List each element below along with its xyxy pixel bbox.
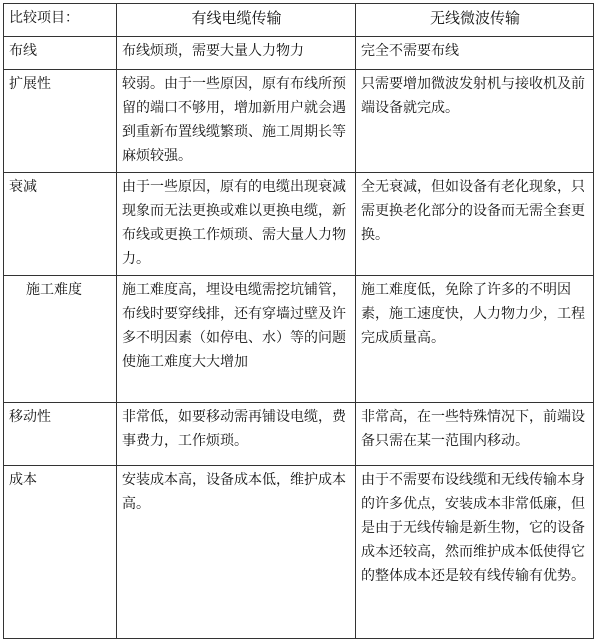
header-wired: 有线电缆传输 (117, 4, 356, 37)
table-row (4, 173, 594, 276)
row-item-label: 衰减 (4, 173, 117, 276)
wired-cell: 施工难度高，埋设电缆需挖坑铺管，布线时要穿线排，还有穿墙过壁及许多不明因素（如停电、水）等的问题使施工难度大大增加 (117, 276, 356, 403)
wired-cell: 布线烦琐，需要大量人力物力 (117, 37, 356, 70)
table-row (4, 70, 594, 173)
wireless-cell: 全无衰减，但如设备有老化现象，只需更换老化部分的设备而无需全套更换。 (356, 173, 594, 276)
wireless-cell: 施工难度低，免除了许多的不明因素，施工速度快，人力物力少，工程完成质量高。 (356, 276, 594, 403)
row-item-label: 扩展性 (4, 70, 117, 173)
wireless-cell: 完全不需要布线 (356, 37, 594, 70)
wired-cell: 较弱。由于一些原因，原有布线所预留的端口不够用，增加新用户就会遇到重新布置线缆繁琐、施工周期长等麻烦较强。 (117, 70, 356, 173)
wireless-cell: 由于不需要布设线缆和无线传输本身的许多优点，安装成本非常低廉，但是由于无线传输是新生物，它的设备成本还较高，然而维护成本低使得它的整体成本还是较有线传输有优势。 (356, 466, 594, 639)
table-row (4, 403, 594, 466)
row-item-label: 施工难度 (4, 276, 117, 403)
header-wireless: 无线微波传输 (356, 4, 594, 37)
wired-cell: 非常低，如要移动需再铺设电缆，费事费力，工作烦琐。 (117, 403, 356, 466)
wireless-cell: 只需要增加微波发射机与接收机及前端设备就完成。 (356, 70, 594, 173)
wireless-cell: 非常高，在一些特殊情况下，前端设备只需在某一范围内移动。 (356, 403, 594, 466)
table-row (4, 466, 594, 639)
row-item-label: 移动性 (4, 403, 117, 466)
table-row (4, 37, 594, 70)
table-row (4, 276, 594, 403)
comparison-table (3, 3, 594, 639)
table-header-row (4, 4, 594, 37)
wired-cell: 由于一些原因，原有的电缆出现衰减现象而无法更换或难以更换电缆，新布线或更换工作烦琐、需大量人力物力。 (117, 173, 356, 276)
wired-cell: 安装成本高，设备成本低，维护成本高。 (117, 466, 356, 639)
header-compare-item: 比较项目： (4, 4, 117, 37)
row-item-label: 布线 (4, 37, 117, 70)
row-item-label: 成本 (4, 466, 117, 639)
